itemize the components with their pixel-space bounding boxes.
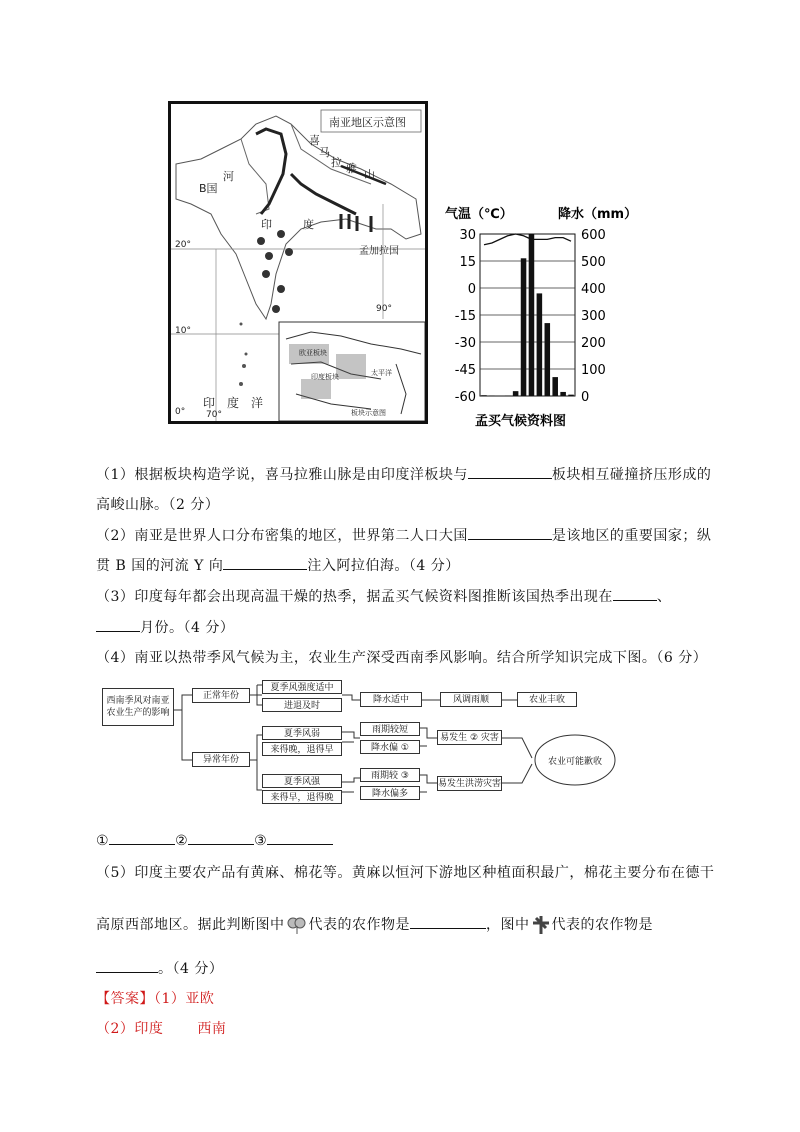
right-tick-label: 300 — [581, 309, 606, 324]
right-tick-label: 500 — [581, 255, 606, 270]
left-tick-label: 0 — [467, 282, 476, 297]
answer-line-1: 【答案】（1）亚欧 — [96, 991, 215, 1007]
mumbai-climate-chart — [440, 200, 650, 436]
temperature-line — [484, 234, 571, 245]
map-label-ocean-1: 印 — [203, 396, 216, 410]
question-4-blanks: ① ② ③ — [96, 832, 333, 849]
map-label-ma: 马 — [319, 146, 330, 159]
precip-bar — [568, 395, 574, 396]
map-label-lon90: 90° — [376, 304, 392, 314]
map-label-lat10: 10° — [175, 326, 191, 336]
question-5-line-2: 高原西部地区。据此判断图中 代表的农作物是 ，图中 代表的农作物是 — [96, 914, 653, 936]
right-tick-label: 400 — [581, 282, 606, 297]
monsoon-flow-diagram — [102, 680, 622, 810]
left-tick-label: 30 — [459, 228, 476, 243]
q1-blank[interactable] — [468, 466, 552, 479]
inset-caption: 板块示意图 — [351, 409, 386, 417]
right-tick-label: 200 — [581, 336, 606, 351]
left-tick-label: -60 — [454, 390, 476, 405]
answer-line-2: （2）印度 西南 — [96, 1021, 227, 1037]
left-tick-label: -30 — [454, 336, 476, 351]
question-4-line: （4）南亚以热带季风气候为主，农业生产深受西南季风影响。结合所学知识完成下图。（6 分） — [96, 650, 708, 666]
question-5-line-1: （5）印度主要农产品有黄麻、棉花等。黄麻以恒河下游地区种植面积最广，棉花主要分布在德干 — [96, 865, 715, 881]
precip-bar — [513, 391, 519, 396]
flow-n1: 夏季风强度适中 — [262, 680, 342, 694]
precip-bar — [537, 293, 543, 396]
flow-n2: 进退及时 — [262, 698, 342, 712]
q2-blank-2[interactable] — [223, 557, 307, 570]
right-tick-label: 0 — [581, 390, 590, 405]
inset-label-pacific: 太平洋 — [371, 369, 392, 377]
temp-axis-title: 气温（℃） — [445, 207, 513, 222]
jute-icon — [530, 914, 552, 936]
climate-chart-svg — [440, 200, 650, 436]
question-1-line-2: 高峻山脉。（2 分） — [96, 497, 220, 513]
flow-normal-year: 正常年份 — [192, 688, 250, 703]
inset-label-eurasia: 欧亚板块 — [299, 349, 327, 357]
left-tick-label: 15 — [459, 255, 476, 270]
left-tick-label: -45 — [454, 363, 476, 378]
flow-w5: 易发生 ② 灾害 — [437, 730, 502, 745]
precip-bar — [552, 377, 558, 396]
map-title: 南亚地区示意图 — [329, 116, 406, 129]
precip-bar — [481, 395, 487, 396]
map-label-b-country: B国 — [199, 182, 218, 195]
map-label-du: 度 — [303, 218, 314, 231]
flow-root-box: 西南季风对南亚农业生产的影响 — [102, 688, 174, 726]
south-asia-map — [168, 101, 428, 424]
map-label-shan: 山 — [364, 168, 375, 181]
flow-end: 农业可能歉收 — [547, 757, 602, 767]
question-1-line-1: （1）根据板块构造学说，喜马拉雅山脉是由印度洋板块与 板块相互碰撞挤压形成的 — [96, 467, 712, 483]
question-5-line-3: 。（4 分） — [96, 958, 223, 978]
precip-bar — [545, 323, 551, 396]
precip-bar — [529, 234, 535, 396]
flow-s5: 易发生洪涝灾害 — [437, 776, 502, 791]
map-label-ya: 雅 — [346, 162, 357, 175]
map-label-lat20: 20° — [175, 240, 191, 250]
flow-n4: 风调雨顺 — [440, 692, 502, 707]
flow-w2: 来得晚，退得早 — [262, 742, 342, 756]
cotton-icon — [285, 916, 309, 934]
map-label-lon70: 70° — [206, 410, 222, 420]
q4-blank-1[interactable] — [109, 832, 175, 845]
q3-blank-2[interactable] — [96, 619, 140, 632]
map-label-la: 拉 — [331, 156, 342, 169]
precip-bar — [521, 258, 527, 396]
q5-blank-2[interactable] — [96, 960, 158, 973]
flow-abnormal-year: 异常年份 — [192, 752, 250, 767]
flow-s2: 来得早，退得晚 — [262, 790, 342, 804]
left-tick-label: -15 — [454, 309, 476, 324]
flow-n3: 降水适中 — [360, 692, 422, 707]
map-label-river: 河 — [223, 170, 234, 183]
question-2-line-1: （2）南亚是世界人口分布密集的地区，世界第二人口大国 是该地区的重要国家；纵 — [96, 528, 712, 544]
flow-w3: 雨期较短 — [360, 722, 420, 736]
precip-bar — [505, 395, 511, 396]
q3-blank-1[interactable] — [613, 588, 657, 601]
map-label-ocean-3: 洋 — [251, 396, 264, 410]
map-label-ocean-2: 度 — [227, 396, 240, 410]
flow-w1: 夏季风弱 — [262, 726, 342, 740]
flow-s4: 降水偏多 — [360, 786, 420, 800]
right-tick-label: 100 — [581, 363, 606, 378]
map-label-bangladesh: 孟加拉国 — [359, 246, 399, 257]
precip-bar — [560, 392, 566, 396]
inset-label-indian-plate: 印度板块 — [311, 373, 339, 381]
q4-blank-3[interactable] — [267, 832, 333, 845]
precip-bar — [489, 395, 495, 396]
flow-s3: 雨期较 ③ — [360, 768, 420, 782]
flow-s1: 夏季风强 — [262, 774, 342, 788]
question-3-line-1: （3）印度每年都会出现高温干燥的热季，据孟买气候资料图推断该国热季出现在 、 — [96, 589, 672, 605]
q5-blank-1[interactable] — [410, 916, 486, 929]
map-label-yin: 印 — [261, 218, 272, 231]
flow-w4: 降水偏 ① — [360, 740, 420, 754]
precip-axis-title: 降水（mm） — [558, 207, 638, 222]
map-label-xi: 喜 — [309, 134, 320, 147]
question-3-line-2: 月份。（4 分） — [96, 617, 234, 637]
right-tick-label: 600 — [581, 228, 606, 243]
question-2-line-2: 贯 B 国的河流 Y 向 注入阿拉伯海。（4 分） — [96, 558, 460, 574]
q4-blank-2[interactable] — [188, 832, 254, 845]
flow-n5: 农业丰收 — [517, 692, 577, 707]
map-label-lat0: 0° — [175, 407, 186, 417]
climate-caption: 孟买气候资料图 — [475, 414, 567, 429]
q2-blank-1[interactable] — [468, 527, 552, 540]
